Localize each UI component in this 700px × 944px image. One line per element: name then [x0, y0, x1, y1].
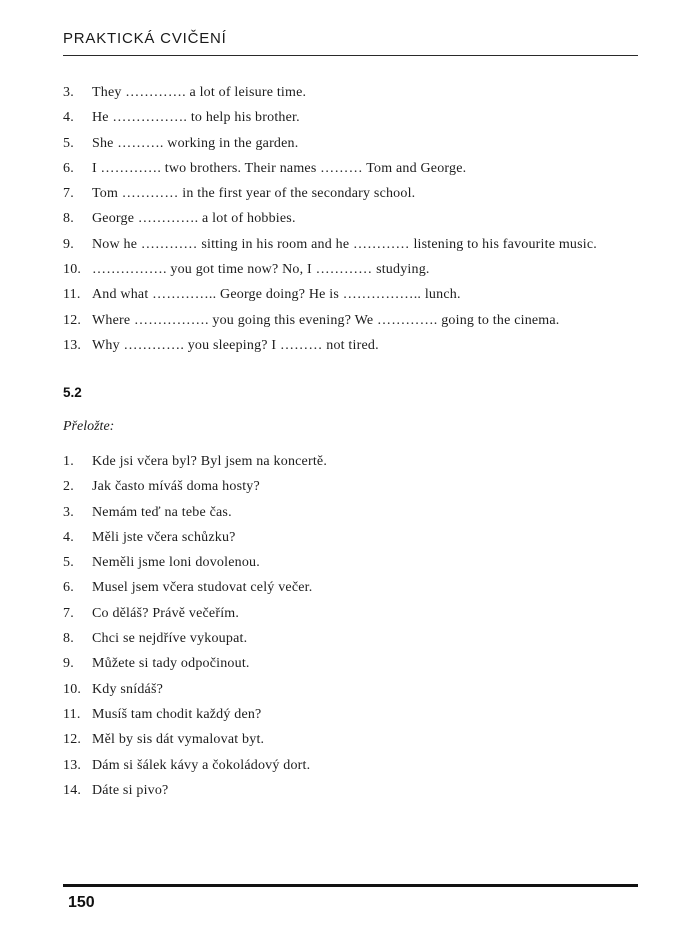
exercise-item [63, 287, 640, 302]
item-number: 4. [63, 110, 74, 126]
item-number: 6. [63, 160, 74, 176]
item-text: Neměli jsme loni dovolenou. [92, 555, 260, 571]
item-text: Chci se nejdříve vykoupat. [92, 631, 248, 647]
item-number: 12. [63, 732, 82, 748]
item-number: 8. [63, 211, 74, 227]
item-text: Můžete si tady odpočinout. [92, 656, 250, 672]
item-number: 8. [63, 631, 74, 647]
page-header [63, 30, 638, 56]
item-number: 7. [63, 605, 74, 621]
exercise-item [63, 313, 640, 328]
page-footer [63, 884, 638, 912]
exercise-item [63, 211, 640, 226]
item-number: 7. [63, 186, 74, 202]
item-text: Musel jsem včera studovat celý večer. [92, 580, 313, 596]
exercise-item [63, 656, 640, 671]
exercise-item [63, 580, 640, 595]
exercise-item [63, 783, 640, 798]
item-number: 3. [63, 85, 74, 100]
exercise-item [63, 454, 640, 469]
item-text: Dáte si pivo? [92, 782, 169, 798]
exercise-item [63, 631, 640, 646]
page-header-title: PRAKTICKÁ CVIČENÍ [63, 30, 227, 47]
exercise-item [63, 110, 640, 125]
item-text: George …………. a lot of hobbies. [92, 211, 296, 227]
item-number: 5. [63, 135, 74, 151]
item-text: Kde jsi včera byl? Byl jsem na koncertě. [92, 453, 328, 469]
item-number: 3. [63, 504, 74, 520]
exercise-item [63, 682, 640, 697]
item-number: 12. [63, 312, 82, 328]
exercise-item [63, 606, 640, 621]
item-number: 11. [63, 706, 81, 722]
item-text: They …………. a lot of leisure time. [92, 85, 307, 100]
item-text: Where ……………. you going this evening? We …………. going to the cinema. [92, 312, 560, 328]
section-number: 5.2 [63, 384, 82, 400]
exercise-item [63, 85, 640, 100]
item-text: Dám si šálek kávy a čokoládový dort. [92, 757, 311, 773]
item-text: Kdy snídáš? [92, 681, 164, 697]
item-text: Musíš tam chodit každý den? [92, 706, 262, 722]
exercise-item [63, 136, 640, 151]
exercise-list-2 [63, 454, 640, 798]
exercise-item [63, 338, 640, 353]
item-text: Měl by sis dát vymalovat byt. [92, 732, 265, 748]
item-text: Nemám teď na tebe čas. [92, 504, 232, 520]
item-number: 9. [63, 236, 74, 252]
item-number: 13. [63, 757, 82, 773]
section-instruction: Přeložte: [63, 418, 115, 434]
item-text: I …………. two brothers. Their names ……… Tom and George. [92, 160, 467, 176]
item-number: 1. [63, 453, 74, 469]
item-number: 10. [63, 681, 82, 697]
exercise-item [63, 758, 640, 773]
item-number: 10. [63, 262, 82, 278]
item-text: Now he ………… sitting in his room and he ………… listening to his favourite music. [92, 236, 597, 252]
item-number: 2. [63, 479, 74, 495]
item-text: Měli jste včera schůzku? [92, 529, 236, 545]
page-number: 150 [68, 894, 95, 911]
exercise-item [63, 530, 640, 545]
item-text: ……………. you got time now? No, I ………… studying. [92, 262, 430, 278]
item-text: Tom ………… in the first year of the secondary school. [92, 186, 416, 202]
exercise-item [63, 237, 640, 252]
item-number: 14. [63, 782, 82, 798]
item-text: Why …………. you sleeping? I ……… not tired. [92, 337, 379, 353]
exercise-item [63, 186, 640, 201]
exercise-item [63, 505, 640, 520]
item-number: 5. [63, 555, 74, 571]
item-number: 11. [63, 287, 81, 303]
exercise-item [63, 262, 640, 277]
item-number: 6. [63, 580, 74, 596]
exercise-item [63, 732, 640, 747]
exercise-item [63, 555, 640, 570]
exercise-list-1 [63, 85, 640, 353]
item-number: 9. [63, 656, 74, 672]
item-text: Jak často míváš doma hosty? [92, 479, 260, 495]
item-number: 13. [63, 337, 82, 353]
item-number: 4. [63, 529, 74, 545]
item-text: He ……………. to help his brother. [92, 110, 300, 126]
item-text: Co děláš? Právě večeřím. [92, 605, 240, 621]
item-text: She ………. working in the garden. [92, 135, 299, 151]
exercise-item [63, 707, 640, 722]
exercise-item [63, 479, 640, 494]
item-text: And what ………….. George doing? He is …………….. lunch. [92, 287, 461, 303]
exercise-item [63, 161, 640, 176]
